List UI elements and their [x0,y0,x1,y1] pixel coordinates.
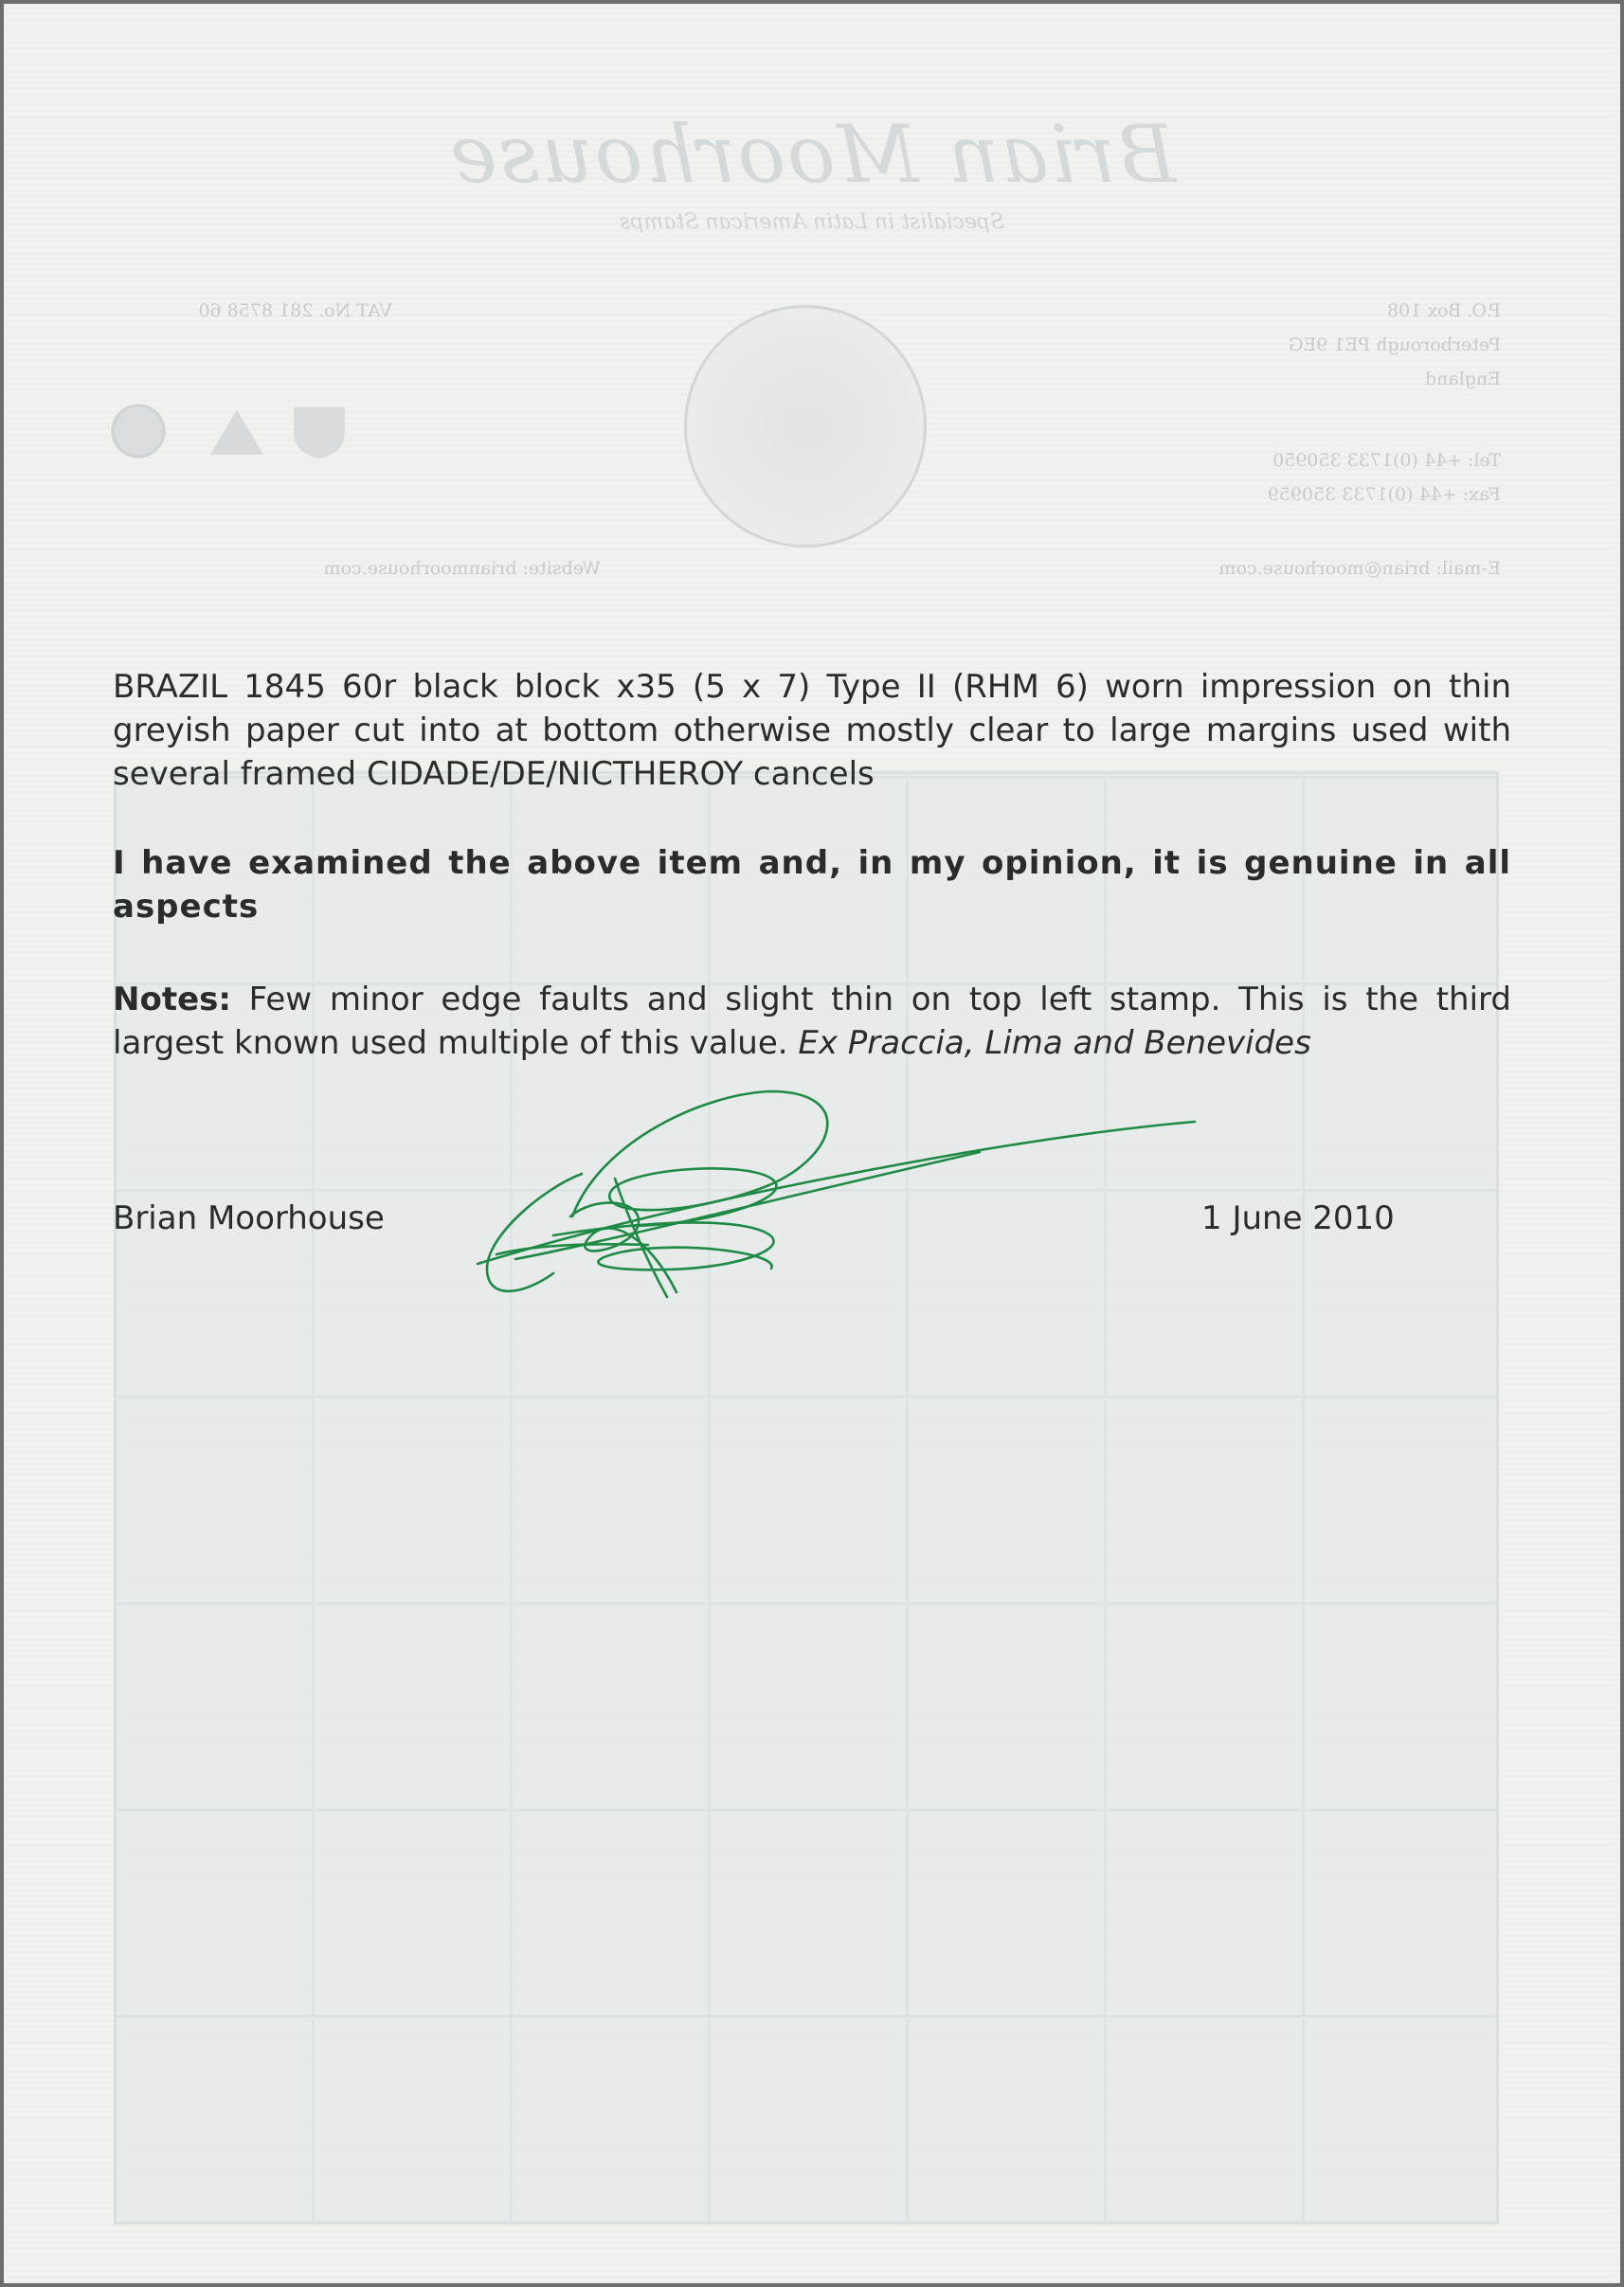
letterhead-phones [1141,443,1501,512]
opinion-statement: I have examined the above item and, in my opinion, it is genuine in all aspects [113,844,1511,926]
address-line: Peterborough PE1 9EG [1289,334,1501,355]
certificate-date: 1 June 2010 [1201,1199,1395,1237]
notes [113,978,1511,1065]
provenance: Ex Praccia, Lima and Benevides [798,1024,1311,1062]
address-line: England [1424,369,1501,389]
seal-icon [684,305,927,548]
society-logo-icon [108,400,354,462]
phone-line: Tel: +44 (0)1733 350950 [1272,450,1501,471]
handwritten-signature [459,1084,1207,1330]
letterhead-email: E-mail: brian@moorhouse.com [1218,558,1501,579]
letterhead-address [1198,294,1501,396]
signer-name: Brian Moorhouse [113,1199,385,1237]
notes-label: Notes: [113,981,231,1018]
shield-logo-icon [294,407,345,459]
letterhead-vat: VAT No. 281 8758 60 [198,300,392,321]
letterhead-website: Website: brianmoorhouse.com [323,558,601,579]
notes-text: Few minor edge faults and slight thin on top left stamp. This is the third largest known used multiple of this value. [113,981,1511,1062]
address-line: P.O. Box 108 [1387,300,1501,321]
letterhead-name: Brian Moorhouse [447,108,1177,201]
certificate-sheet [4,4,1620,2283]
letterhead-tagline: Specialist in Latin American Stamps [620,210,1004,234]
fax-line: Fax: +44 (0)1733 350959 [1267,484,1501,505]
item-description: BRAZIL 1845 60r black block x35 (5 x 7) Type II (RHM 6) worn impression on thin greyish paper cut into at bottom otherwise mostly clear to large margins used with several framed CIDADE/DE/NICTHEROY cancels [113,668,1511,793]
triangle-logo-icon [210,409,263,455]
